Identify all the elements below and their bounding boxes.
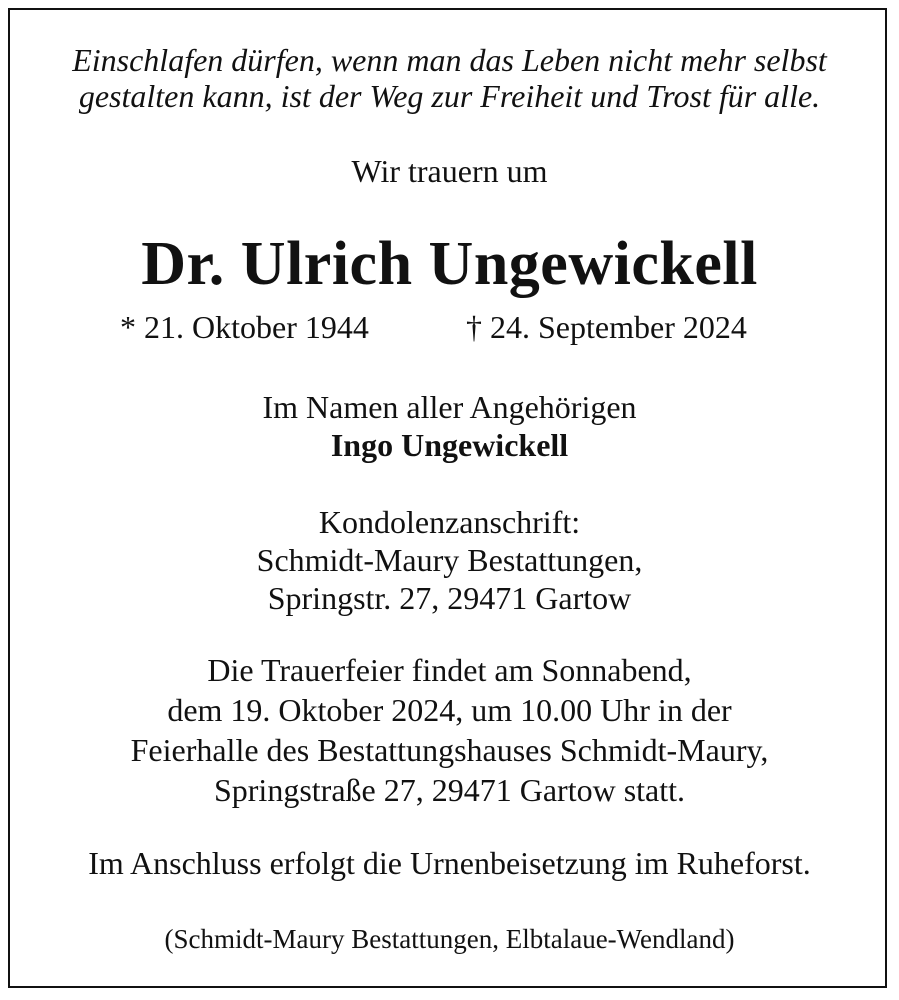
ceremony-line-4: Springstraße 27, 29471 Gartow statt. — [213, 772, 686, 808]
death-date: † 24. September 2024 — [466, 309, 747, 345]
ceremony-line-3: Feierhalle des Bestattungshauses Schmidt-Maury, — [130, 732, 769, 768]
ceremony-line-1: Die Trauerfeier findet am Sonnabend, — [207, 652, 692, 688]
burial-text: Im Anschluss erfolgt die Urnenbeisetzung im Ruheforst. — [88, 845, 811, 881]
deceased-name: Dr. Ulrich Ungewickell — [141, 230, 758, 298]
relatives-line: Im Namen aller Angehörigen — [262, 389, 637, 425]
relative-name: Ingo Ungewickell — [330, 427, 569, 463]
motto-line-2: gestalten kann, ist der Weg zur Freiheit und Trost für alle. — [78, 78, 821, 114]
condolence-label: Kondolenzanschrift: — [318, 504, 581, 540]
intro-text: Wir trauern um — [351, 153, 548, 189]
motto-line-1: Einschlafen dürfen, wenn man das Leben nicht mehr selbst — [72, 42, 827, 78]
ceremony-line-2: dem 19. Oktober 2024, um 10.00 Uhr in der — [167, 692, 732, 728]
condolence-address-line-2: Springstr. 27, 29471 Gartow — [267, 580, 632, 616]
condolence-address-line-1: Schmidt-Maury Bestattungen, — [256, 542, 643, 578]
birth-date: * 21. Oktober 1944 — [120, 309, 369, 345]
footer-text: (Schmidt-Maury Bestattungen, Elbtalaue-Wendland) — [164, 924, 735, 954]
